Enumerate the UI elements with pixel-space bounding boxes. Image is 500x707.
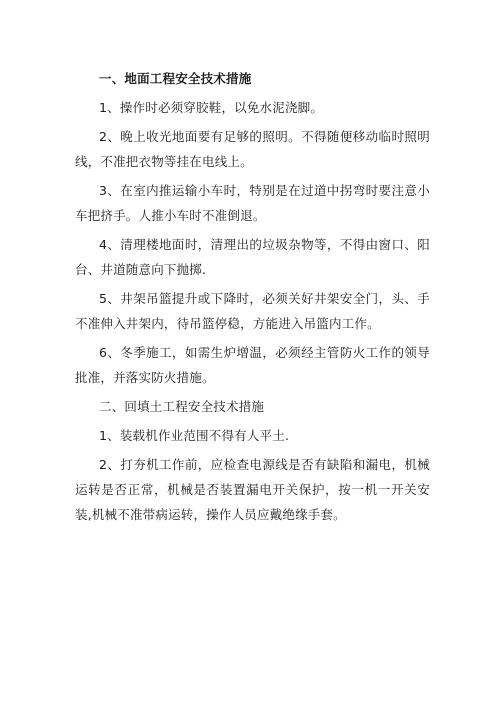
list-item: 1、操作时必须穿胶鞋，以免水泥浇脚。 — [99, 100, 324, 115]
list-item: 2、打夯机工作前，应检查电源线是否有缺陷和漏电，机械运转是否正常，机械是否装置漏电开关保护，按一机一开关安装,机械不准带病运转，操作人员应戴绝缘手套。 — [75, 457, 430, 522]
list-item: 5、井架吊篮提升或下降时，必须关好井架安全门，头、手不准伸入井架内，待吊篮停稳，方能进入吊篮内工作。 — [75, 291, 430, 331]
list-item: 6、冬季施工，如需生炉增温，必须经主管防火工作的领导批准，并落实防火措施。 — [75, 345, 430, 385]
list-item: 3、在室内推运输小车时，特别是在过道中拐弯时要注意小车把挤手。人推小车时不准倒退。 — [75, 183, 430, 223]
section-heading-backfill: 二、回填土工程安全技术措施 — [99, 399, 265, 414]
document-body — [75, 66, 430, 531]
list-item: 1、装载机作业范围不得有人平土. — [99, 428, 290, 443]
list-item: 4、清理楼地面时，清理出的垃圾杂物等，不得由窗口、阳台、井道随意向下抛掷. — [75, 237, 430, 277]
list-item: 2、晚上收光地面要有足够的照明。不得随便移动临时照明线，不准把衣物等挂在电线上。 — [75, 129, 430, 169]
section-heading-ground-works: 一、地面工程安全技术措施 — [99, 71, 252, 86]
